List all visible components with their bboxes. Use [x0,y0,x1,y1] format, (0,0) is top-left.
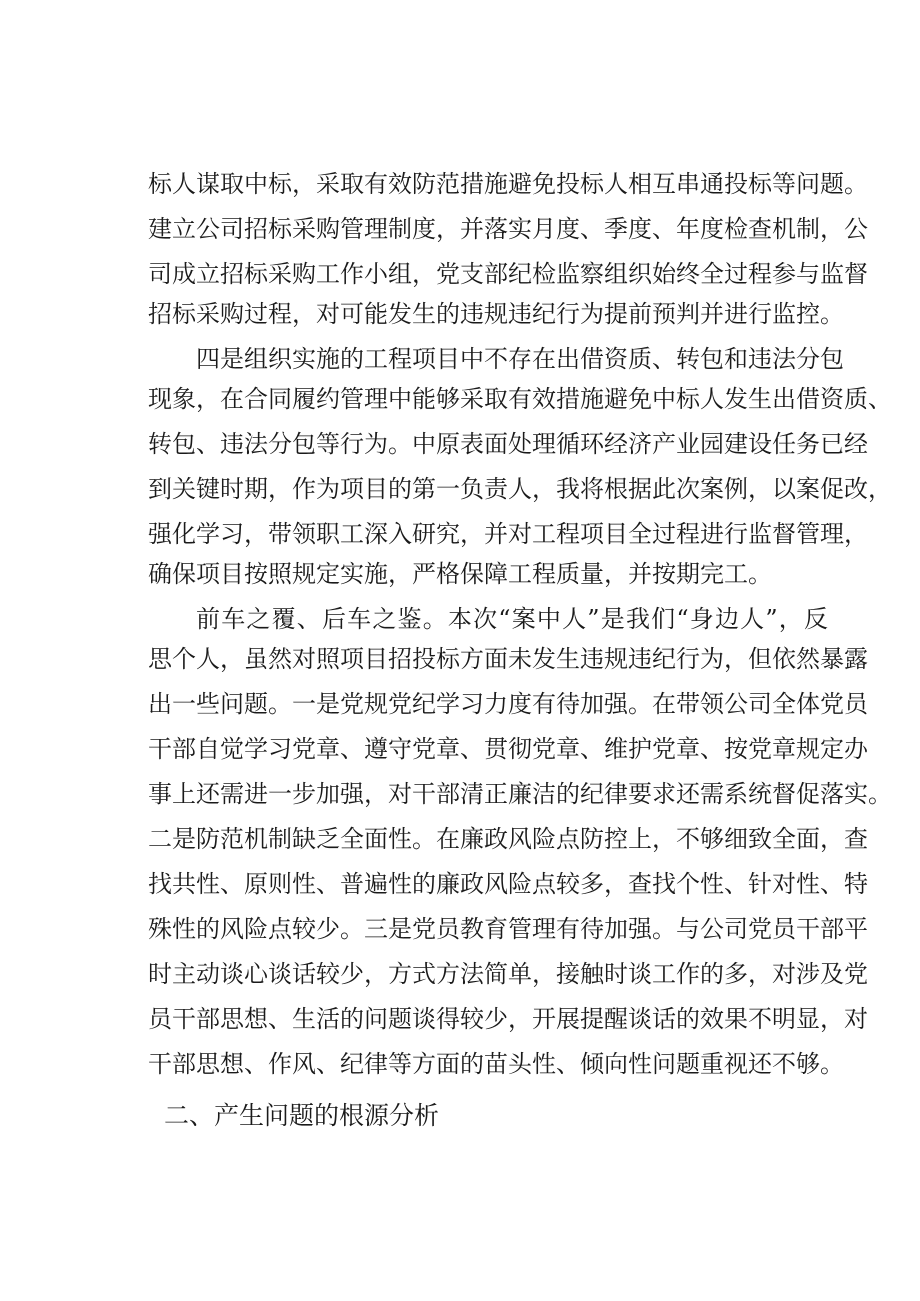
paragraph-line: 确保项目按照规定实施，严格保障工程质量，并按期完工。 [148,560,772,588]
paragraph-line: 时主动谈心谈话较少，方式方法简单，接触时谈工作的多，对涉及党 [148,960,868,988]
paragraph-line: 到关键时期，作为项目的第一负责人，我将根据此次案例，以案促改， [148,475,892,503]
paragraph-line: 前车之覆、后车之鉴。本次“案中人”是我们“身边人”，反 [196,605,828,633]
paragraph-line: 四是组织实施的工程项目中不存在出借资质、转包和违法分包 [196,345,844,373]
paragraph-line: 二是防范机制缺乏全面性。在廉政风险点防控上，不够细致全面，查 [148,825,868,853]
paragraph-line: 招标采购过程，对可能发生的违规违纪行为提前预判并进行监控。 [148,300,844,328]
paragraph-line: 出一些问题。一是党规党纪学习力度有待加强。在带领公司全体党员 [148,690,868,718]
paragraph-line: 强化学习，带领职工深入研究，并对工程项目全过程进行监督管理， [148,520,868,548]
paragraph-line: 标人谋取中标，采取有效防范措施避免投标人相互串通投标等问题。 [148,170,868,198]
paragraph-line: 思个人，虽然对照项目招投标方面未发生违规违纪行为，但依然暴露 [148,645,868,673]
paragraph-line: 现象，在合同履约管理中能够采取有效措施避免中标人发生出借资质、 [148,385,892,413]
paragraph-line: 干部自觉学习党章、遵守党章、贯彻党章、维护党章、按党章规定办 [148,735,868,763]
section-heading: 二、产生问题的根源分析 [164,1101,440,1130]
paragraph-line: 建立公司招标采购管理制度，并落实月度、季度、年度检查机制，公 [148,215,868,243]
paragraph-line: 干部思想、作风、纪律等方面的苗头性、倾向性问题重视还不够。 [148,1050,844,1078]
paragraph-line: 事上还需进一步加强，对干部清正廉洁的纪律要求还需系统督促落实。 [148,780,892,808]
paragraph-line: 殊性的风险点较少。三是党员教育管理有待加强。与公司党员干部平 [148,915,868,943]
paragraph-line: 转包、违法分包等行为。中原表面处理循环经济产业园建设任务已经 [148,430,868,458]
paragraph-line: 司成立招标采购工作小组，党支部纪检监察组织始终全过程参与监督 [148,260,868,288]
paragraph-line: 找共性、原则性、普遍性的廉政风险点较多，查找个性、针对性、特 [148,870,868,898]
paragraph-line: 员干部思想、生活的问题谈得较少，开展提醒谈话的效果不明显，对 [148,1005,868,1033]
